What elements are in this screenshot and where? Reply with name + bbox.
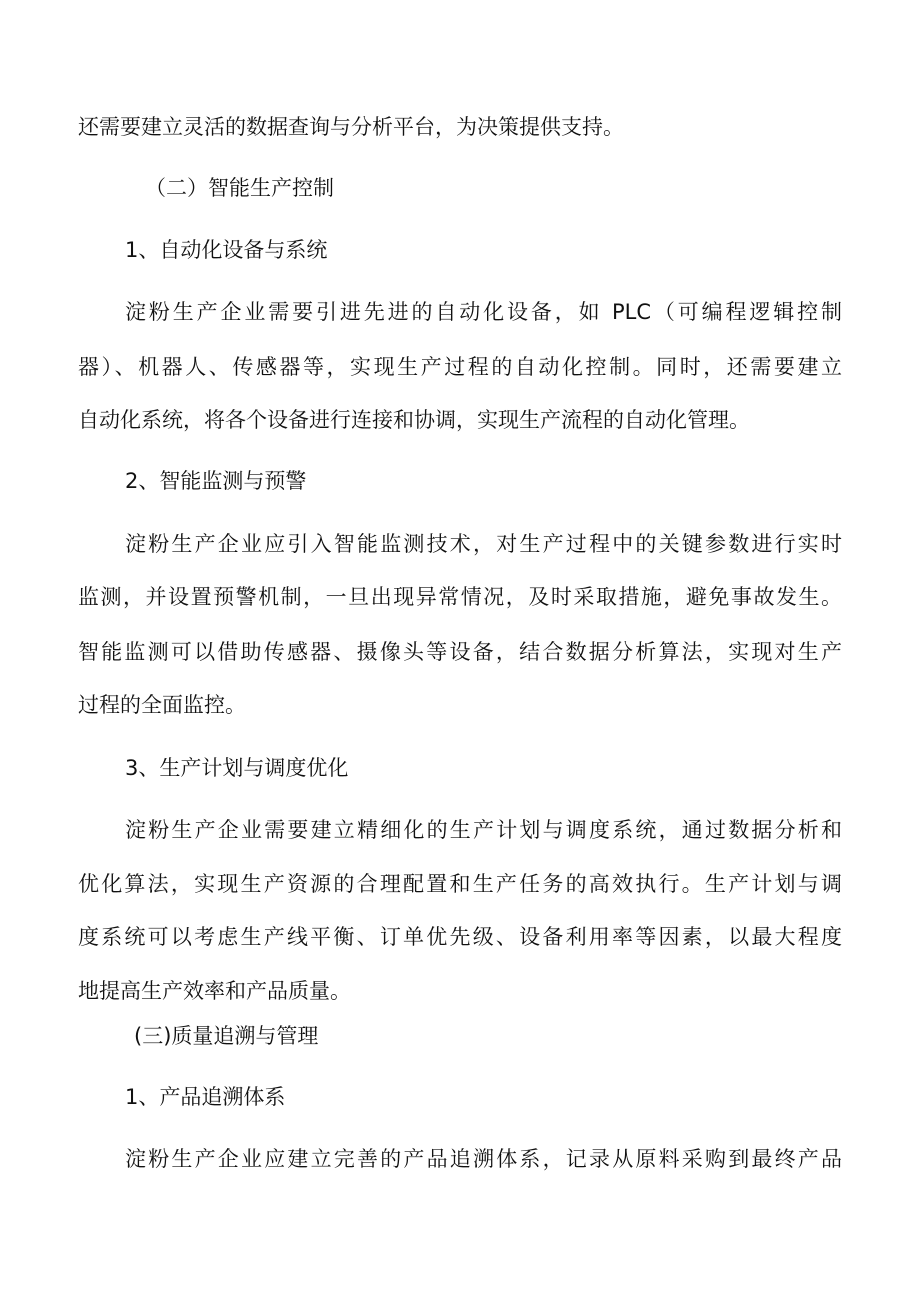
- subsection-heading-2: 2、智能监测与预警: [125, 469, 307, 493]
- subsection-heading-1: 1、产品追溯体系: [125, 1085, 286, 1109]
- paragraph-line: 自动化系统，将各个设备进行连接和协调，实现生产流程的自动化管理。: [78, 408, 750, 432]
- paragraph-line: 地提高生产效率和产品质量。: [78, 979, 351, 1003]
- paragraph-line: 淀粉生产企业应建立完善的产品追溯体系，记录从原料采购到最终产品: [125, 1147, 842, 1171]
- paragraph-line: 淀粉生产企业需要建立精细化的生产计划与调度系统，通过数据分析和: [125, 818, 842, 842]
- paragraph-line: 度系统可以考虑生产线平衡、订单优先级、设备利用率等因素，以最大程度: [78, 925, 842, 949]
- subsection-heading-3: 3、生产计划与调度优化: [125, 756, 349, 780]
- section-heading-3: (三)质量追溯与管理: [134, 1024, 319, 1048]
- paragraph-line: 监测，并设置预警机制，一旦出现异常情况，及时采取措施，避免事故发生。: [78, 585, 842, 609]
- paragraph-line: 淀粉生产企业需要引进先进的自动化设备，如 PLC（可编程逻辑控制: [125, 300, 842, 324]
- paragraph-line: 智能监测可以借助传感器、摄像头等设备，结合数据分析算法，实现对生产: [78, 640, 842, 664]
- subsection-heading-1: 1、自动化设备与系统: [125, 238, 328, 262]
- paragraph-line: 还需要建立灵活的数据查询与分析平台，为决策提供支持。: [78, 115, 624, 139]
- section-heading-2: （二）智能生产控制: [145, 176, 334, 200]
- paragraph-line: 淀粉生产企业应引入智能监测技术，对生产过程中的关键参数进行实时: [125, 532, 842, 556]
- paragraph-line: 过程的全面监控。: [78, 693, 246, 717]
- paragraph-line: 器）、机器人、传感器等，实现生产过程的自动化控制。同时，还需要建立: [78, 355, 842, 379]
- paragraph-line: 优化算法，实现生产资源的合理配置和生产任务的高效执行。生产计划与调: [78, 872, 842, 896]
